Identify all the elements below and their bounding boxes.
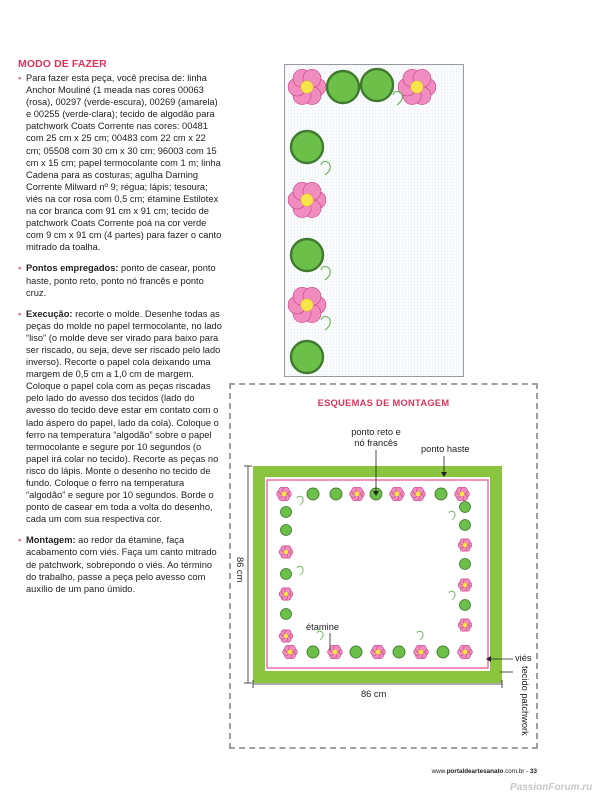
flower-icon: [455, 487, 470, 501]
leaf-icon: [435, 488, 447, 500]
flower-icon: [390, 487, 405, 501]
watermark: PassionForum.ru: [510, 782, 593, 793]
page-number: 33: [529, 768, 537, 775]
paragraph-label: Pontos empregados:: [26, 263, 119, 274]
flower-icon: [277, 487, 292, 501]
paragraph-text: Para fazer esta peça, você precisa de: linha Anchor Mouliné (1 meada nas cores 00063 (rosa), 00297 (verde-escura), 00269 (amarela) e 00255 (verde-clara); tecido de algodão para patchwork Coats Corrente nas cores: 00481 com 25 cm x 25 cm; 00483 com 22 cm x 22 cm; 05508 com 30 cm x 30 cm; 96003 com 15 cm x 15 cm; papel termocolante com 1 m; linha Cadena para as costuras; agulha Darning Corrente Milward nº 9; régua; lápis; tesoura; viés na cor rosa com 0,5 cm; étamine Estilotex na cor branca com 91 cm x 91 cm; tecido de patchwork Coats Corrente poá na cor verde com 9 cm x 91 cm (4 partes) para fazer o canto mitrado da toalha.: [26, 73, 222, 253]
label-ponto-haste: ponto haste: [421, 444, 470, 454]
label-etamine: étamine: [306, 622, 340, 632]
label-ponto-reto-line2: nó francês: [354, 438, 398, 448]
paragraph-text: ao redor da étamine, faça acabamento com viés. Faça um canto mitrado de patchwork, sobrepondo o viés. Ao término do trabalho, passe a peça pelo avesso com auxílio de um pano úmido.: [26, 535, 217, 594]
flower-icon: [458, 579, 472, 592]
flower-icon: [414, 645, 429, 659]
footer-url-prefix: www.: [431, 768, 447, 775]
flower-icon: [371, 645, 386, 659]
paragraph-label: Montagem:: [26, 535, 76, 546]
flower-icon: [458, 645, 473, 659]
leaf-icon: [460, 559, 471, 570]
bullet: •: [18, 263, 22, 274]
flower-icon: [279, 546, 293, 559]
label-ponto-reto-line1: ponto reto e: [351, 427, 401, 437]
leaf-icon: [307, 646, 319, 658]
leaf-icon: [281, 525, 292, 536]
label-dim-horizontal: 86 cm: [361, 689, 387, 699]
flower-icon: [279, 588, 293, 601]
leaf-icon: [281, 609, 292, 620]
label-ponto-reto: [340, 427, 412, 449]
section-title: MODO DE FAZER: [18, 58, 107, 70]
leaf-icon: [330, 488, 342, 500]
paragraph-text: ponto de casear, ponto haste, ponto reto, ponto nó francês e ponto cruz.: [26, 263, 216, 298]
label-tecido-patchwork: tecido patchwork: [520, 666, 530, 736]
footer-url-suffix: .com.br -: [503, 768, 530, 775]
etamine-area: [265, 477, 490, 671]
footer-url: [432, 768, 537, 775]
leaf-icon: [393, 646, 405, 658]
flower-icon: [279, 630, 293, 643]
label-vies: viés: [515, 653, 532, 663]
leaf-icon: [437, 646, 449, 658]
leaf-icon: [307, 488, 319, 500]
bullet: •: [18, 73, 22, 83]
leaf-icon: [460, 600, 471, 611]
bullet: •: [18, 308, 22, 319]
footer-url-bold: portaldeartesanato: [446, 768, 504, 775]
flower-icon: [411, 487, 426, 501]
leaf-icon: [350, 646, 362, 658]
scheme-title: ESQUEMAS DE MONTAGEM: [317, 398, 450, 408]
leaf-icon: [460, 520, 471, 531]
leaf-icon: [281, 507, 292, 518]
flower-icon: [350, 487, 365, 501]
bullet: •: [18, 535, 22, 546]
flower-icon: [458, 619, 472, 632]
leaf-icon: [281, 569, 292, 580]
leaf-icon: [460, 502, 471, 513]
flower-icon: [458, 539, 472, 552]
label-dim-vertical: 86 cm: [235, 557, 245, 583]
paragraph-label: Execução:: [26, 308, 73, 319]
paragraph-text: recorte o molde. Desenhe todas as peças do molde no papel termocolante, no lado “liso” (o molde deve ser virado para baixo para ser riscado, ou seja, deve ser riscado pelo lado inverso). Recorte o papel cola deixando uma margem de 0,5 cm a 1,0 cm de margem. Coloque o papel cola com as peças riscadas pelo lado do avesso dos tecidos (lado do avesso do tecido deve estar em contato com o lado áspero do papel, lado da cola). Coloque o ferro na temperatura “algodão” sobre o papel termocolante e segure por 10 segundos (o papel irá colar no tecido). Recorte as peças no risco do lápis. Monte o desenho no tecido de fundo. Coloque o ferro na temperatura “algodão” e segure por 10 segundos. Borde o ponto de casear em toda a volta do desenho, cada um com sua respectiva cor.: [26, 308, 222, 525]
flower-icon: [283, 645, 298, 659]
